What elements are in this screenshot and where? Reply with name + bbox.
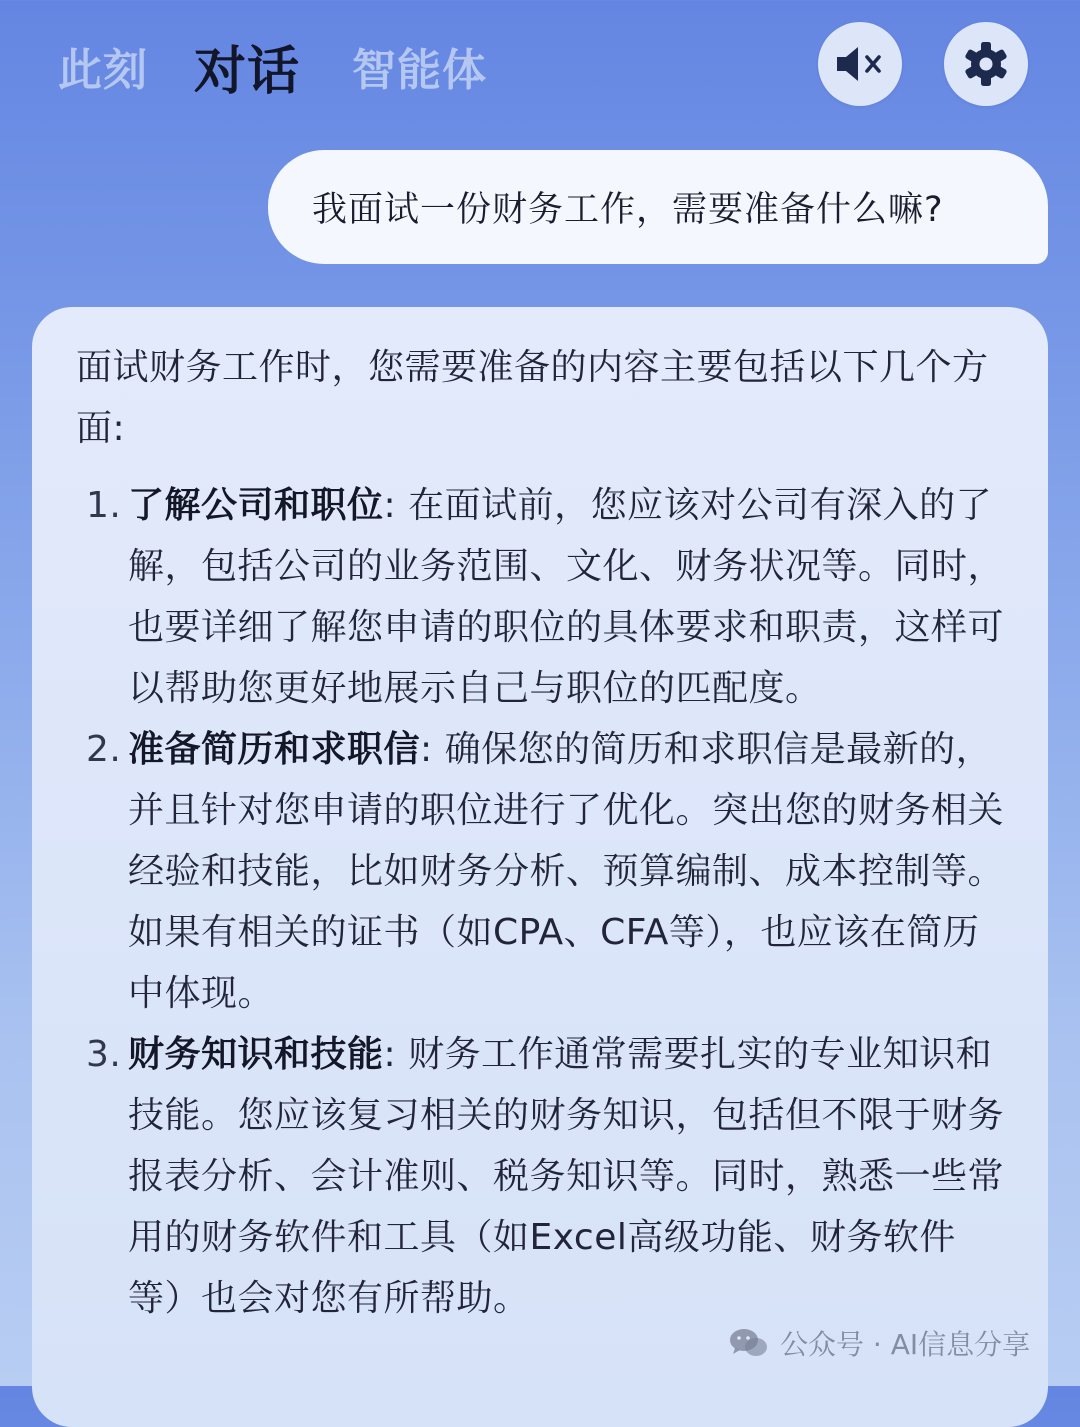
user-message-text: 我面试一份财务工作，需要准备什么嘛? <box>312 190 944 230</box>
list-item-number: 1. <box>86 485 122 526</box>
reply-list <box>76 475 1004 1329</box>
list-item <box>76 719 1004 1024</box>
reply-intro: 面试财务工作时，您需要准备的内容主要包括以下几个方面: <box>76 347 989 449</box>
user-message-bubble <box>268 150 1048 264</box>
tab-now[interactable]: 此刻 <box>58 45 148 96</box>
wechat-icon <box>728 1326 770 1360</box>
watermark-text: 公众号 · AI信息分享 <box>780 1328 1031 1361</box>
settings-button[interactable] <box>944 22 1028 106</box>
list-item-number: 3. <box>86 1034 122 1075</box>
speaker-muted-icon <box>834 44 886 84</box>
list-item-number: 2. <box>86 729 122 770</box>
list-item <box>76 1024 1004 1329</box>
list-item-text: : 在面试前，您应该对公司有深入的了解，包括公司的业务范围、文化、财务状况等。同时，也要详细了解您申请的职位的具体要求和职责，这样可以帮助您更好地展示自己与职位的匹配度。 <box>128 485 1005 709</box>
list-item-title: 财务知识和技能 <box>128 1034 384 1075</box>
mute-button[interactable] <box>818 22 902 106</box>
list-item-title: 了解公司和职位 <box>128 485 384 526</box>
tab-chat[interactable]: 对话 <box>194 41 301 102</box>
assistant-reply-card <box>32 307 1048 1427</box>
tab-agents[interactable]: 智能体 <box>352 45 488 96</box>
list-item-text: : 财务工作通常需要扎实的专业知识和技能。您应该复习相关的财务知识，包括但不限于财务报表分析、会计准则、税务知识等。同时，熟悉一些常用的财务软件和工具（如Excel高级功能、财务软件等）也会对您有所帮助。 <box>128 1034 1005 1319</box>
gear-icon <box>962 40 1010 88</box>
list-item <box>76 475 1004 719</box>
top-tab-bar <box>58 30 487 102</box>
watermark <box>728 1318 1030 1368</box>
list-item-title: 准备简历和求职信 <box>128 729 421 770</box>
list-item-text: : 确保您的简历和求职信是最新的，并且针对您申请的职位进行了优化。突出您的财务相关经验和技能，比如财务分析、预算编制、成本控制等。如果有相关的证书（如CPA、CFA等），也应该在简历中体现。 <box>128 729 1005 1014</box>
